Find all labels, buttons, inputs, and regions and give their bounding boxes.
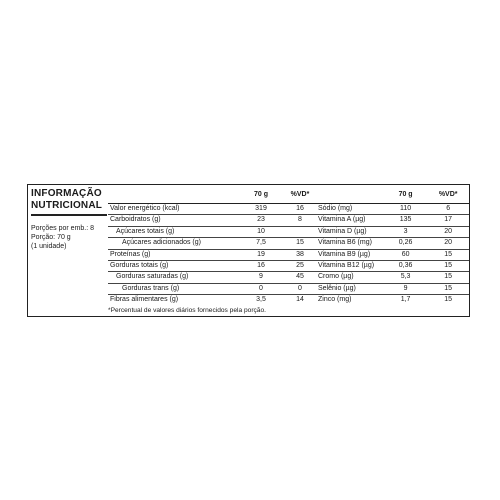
nutrient-daily-value: 14 [296, 296, 304, 304]
nutrient-amount: 110 [384, 204, 428, 215]
table-row [316, 295, 469, 306]
label-title [31, 188, 107, 212]
nutrient-amount: 10 [238, 226, 284, 237]
nutrient-daily-value: 15 [427, 283, 469, 294]
portion-unit: (1 unidade) [31, 243, 67, 250]
footnote: *Percentual de valores diários fornecidos pela porção. [108, 307, 266, 314]
nutrient-name: Açúcares adicionados (g) [108, 238, 238, 249]
nutrient-table-right [316, 187, 469, 306]
nutrient-name: Vitamina B6 (mg) [316, 238, 384, 249]
nutrient-amount: 5,3 [384, 272, 428, 283]
nutrient-daily-value: 15 [427, 261, 469, 272]
nutrient-amount: 7,5 [238, 238, 284, 249]
table-row [108, 226, 316, 237]
nutrient-table-left [108, 187, 316, 306]
title-line-2: NUTRICIONAL [31, 200, 103, 211]
nutrient-daily-value: 25 [284, 261, 316, 272]
nutrient-amount: 319 [238, 204, 284, 215]
table-row [316, 283, 469, 294]
header-daily-value: %VD* [284, 187, 316, 204]
nutrient-name: Sódio (mg) [316, 204, 384, 215]
nutrient-name: Zinco (mg) [318, 296, 352, 304]
header-amount: 70 g [238, 187, 284, 204]
nutrient-name: Gorduras saturadas (g) [108, 272, 238, 283]
nutrient-amount: 19 [238, 249, 284, 260]
nutrient-name: Fibras alimentares (g) [110, 296, 179, 304]
title-divider [31, 214, 107, 216]
table-header-row [316, 187, 469, 204]
table-row [108, 261, 316, 272]
header-nutrient [316, 187, 384, 204]
nutrient-daily-value: 38 [284, 249, 316, 260]
table-row [316, 215, 469, 226]
nutrient-name: Açúcares totais (g) [108, 226, 238, 237]
nutrient-amount: 1,7 [400, 296, 411, 304]
nutrient-name: Carboidratos (g) [108, 215, 238, 226]
nutrient-amount: 135 [384, 215, 428, 226]
table-row [108, 215, 316, 226]
header-amount: 70 g [384, 187, 428, 204]
table-row [316, 249, 469, 260]
nutrient-daily-value: 17 [427, 215, 469, 226]
nutrient-amount: 23 [238, 215, 284, 226]
table-row [108, 249, 316, 260]
table-row [316, 204, 469, 215]
table-row [108, 295, 316, 306]
serving-info [31, 224, 107, 251]
label-header [31, 188, 107, 251]
title-line-1: INFORMAÇÃO [31, 188, 102, 199]
table-row [316, 238, 469, 249]
nutrient-daily-value [284, 226, 316, 237]
nutrient-daily-value: 15 [444, 296, 453, 304]
nutrient-name: Cromo (µg) [316, 272, 384, 283]
nutrient-name: Valor energético (kcal) [108, 204, 238, 215]
table-row [108, 272, 316, 283]
portion-size: Porção: 70 g [31, 234, 71, 241]
nutrient-daily-value: 20 [427, 238, 469, 249]
nutrient-daily-value: 15 [427, 272, 469, 283]
nutrient-daily-value: 15 [284, 238, 316, 249]
nutrient-name: Selênio (µg) [316, 283, 384, 294]
nutrient-name: Vitamina B9 (µg) [316, 249, 384, 260]
nutrient-name: Vitamina D (µg) [316, 226, 384, 237]
servings-per-pack: Porções por emb.: 8 [31, 225, 95, 232]
nutrient-amount: 9 [238, 272, 284, 283]
nutrient-daily-value: 6 [427, 204, 469, 215]
table-row [316, 272, 469, 283]
table-header-row [108, 187, 316, 204]
nutrient-daily-value: 45 [284, 272, 316, 283]
table-row [108, 283, 316, 294]
nutrient-amount: 16 [238, 261, 284, 272]
header-daily-value: %VD* [427, 187, 469, 204]
nutrient-amount: 0,26 [384, 238, 428, 249]
nutrient-amount: 0 [238, 283, 284, 294]
nutrient-amount: 3 [384, 226, 428, 237]
nutrient-amount: 9 [384, 283, 428, 294]
nutrient-name: Proteínas (g) [108, 249, 238, 260]
nutrient-daily-value: 20 [427, 226, 469, 237]
nutrient-daily-value: 8 [284, 215, 316, 226]
nutrient-amount: 3,5 [256, 296, 266, 304]
nutrition-facts-panel [27, 184, 470, 317]
nutrient-name: Gorduras trans (g) [108, 283, 238, 294]
nutrient-daily-value: 16 [284, 204, 316, 215]
nutrient-name: Gorduras totais (g) [108, 261, 238, 272]
nutrient-daily-value: 15 [427, 249, 469, 260]
table-row [316, 226, 469, 237]
table-row [108, 238, 316, 249]
nutrient-amount: 0,36 [384, 261, 428, 272]
nutrient-name: Vitamina B12 (µg) [316, 261, 384, 272]
table-row [108, 204, 316, 215]
nutrient-daily-value: 0 [284, 283, 316, 294]
nutrient-amount: 60 [384, 249, 428, 260]
table-row [316, 261, 469, 272]
nutrient-name: Vitamina A (µg) [316, 215, 384, 226]
header-nutrient [108, 187, 238, 204]
